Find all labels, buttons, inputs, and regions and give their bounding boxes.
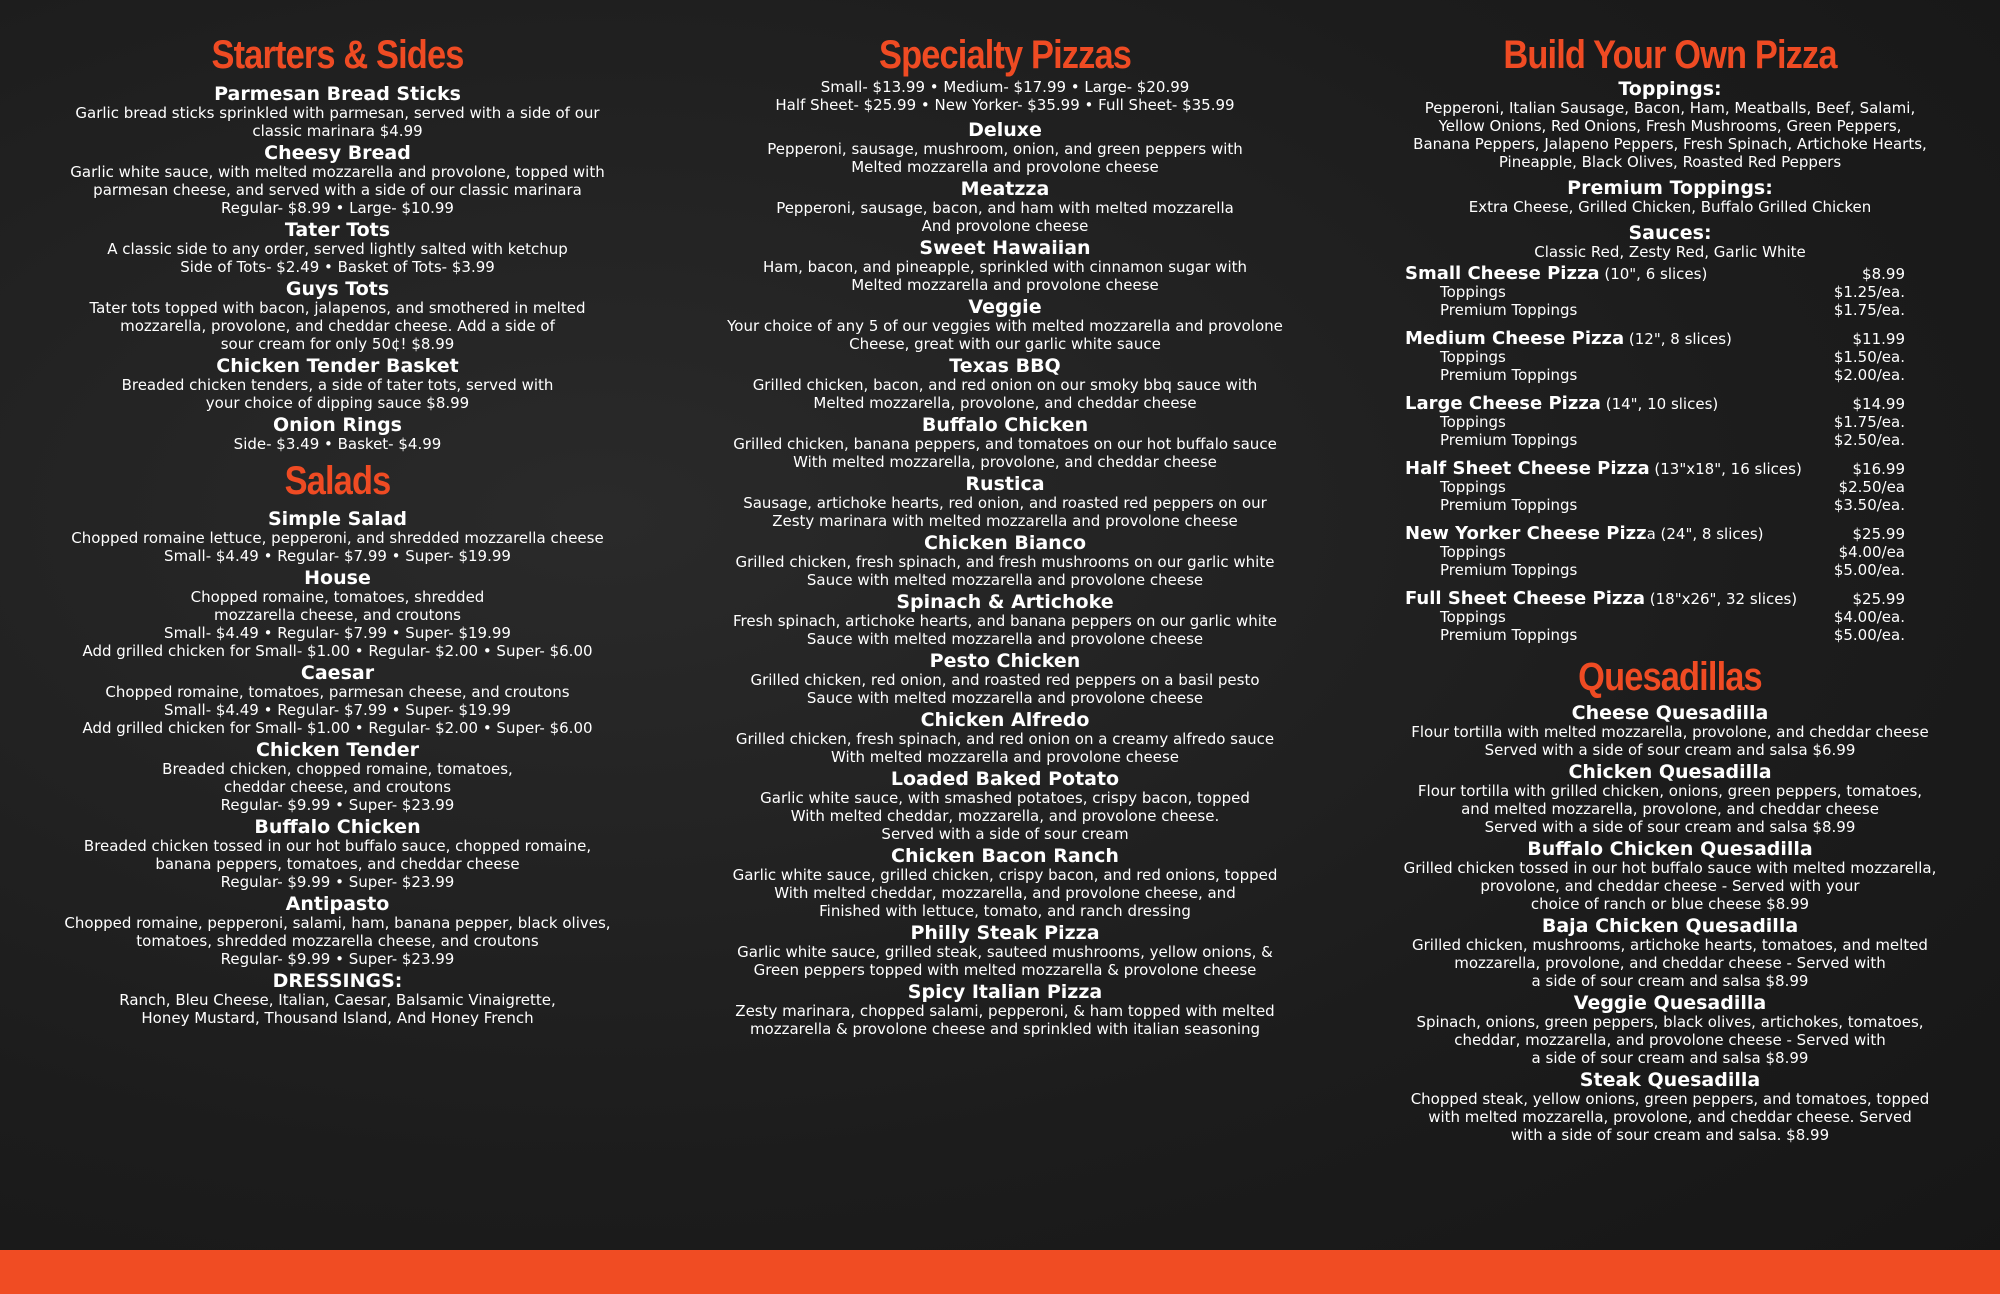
specialty-pizza-description: With melted mozzarella and provolone cheese [830, 748, 1179, 766]
cheese-pizza-block [1405, 525, 1905, 579]
sauces-label: Sauces: [1628, 222, 1712, 244]
cheese-pizza-label [1405, 590, 1797, 608]
quesadilla-item-description: Served with a side of sour cream and salsa $6.99 [1484, 741, 1856, 759]
toppings-price: $2.50/ea [1838, 478, 1905, 496]
byo-title: Build Your Own Pizza [1503, 33, 1837, 77]
cheese-pizza-block [1405, 330, 1905, 384]
toppings-label: Toppings [1440, 608, 1506, 626]
specialty-pizza-description: Zesty marinara, chopped salami, pepperoni, & ham topped with melted [735, 1002, 1275, 1020]
cheese-pizza-label [1405, 525, 1764, 543]
premium-price: $5.00/ea. [1833, 626, 1905, 644]
specialty-pizza-description: Green peppers topped with melted mozzarella & provolone cheese [753, 961, 1257, 979]
starter-item [55, 279, 620, 353]
size-price-line: Half Sheet- $25.99 • New Yorker- $35.99 • Full Sheet- $35.99 [775, 96, 1235, 114]
specialty-pizza-description: Melted mozzarella, provolone, and cheddar cheese [813, 394, 1197, 412]
specialty-pizza-name: Texas BBQ [949, 355, 1061, 377]
specialty-pizza-name: Chicken Bianco [923, 532, 1087, 554]
starter-item-description: Side- $3.49 • Basket- $4.99 [233, 435, 442, 453]
quesadilla-item [1395, 839, 1945, 913]
specialty-pizza [720, 415, 1290, 471]
quesadilla-item-description: Spinach, onions, green peppers, black olives, artichokes, tomatoes, [1416, 1013, 1924, 1031]
premium-price-row [1405, 431, 1905, 449]
quesadilla-item [1395, 1070, 1945, 1144]
specialty-pizza [720, 533, 1290, 589]
salad-item-description: Ranch, Bleu Cheese, Italian, Caesar, Balsamic Vinaigrette, [119, 991, 556, 1009]
specialty-pizza-name: Veggie [968, 296, 1042, 318]
quesadilla-item-description: choice of ranch or blue cheese $8.99 [1530, 895, 1810, 913]
starter-item-description: A classic side to any order, served lightly salted with ketchup [107, 240, 568, 258]
salad-item-description: Small- $4.49 • Regular- $7.99 • Super- $19.99 [164, 547, 511, 565]
salad-item-description: Chopped romaine, pepperoni, salami, ham, banana pepper, black olives, [64, 914, 611, 932]
quesadilla-item [1395, 703, 1945, 759]
specialty-pizza-description: Sauce with melted mozzarella and provolone cheese [806, 689, 1204, 707]
quesadilla-item-description: a side of sour cream and salsa $8.99 [1531, 1049, 1809, 1067]
quesadilla-item-name: Cheese Quesadilla [1571, 702, 1769, 724]
salad-item-description: Regular- $9.99 • Super- $23.99 [220, 873, 455, 891]
bottom-accent-bar [0, 1250, 2000, 1294]
salad-item [55, 568, 620, 660]
quesadilla-item-description: cheddar, mozzarella, and provolone cheese - Served with [1454, 1031, 1886, 1049]
premium-price-row [1405, 561, 1905, 579]
specialty-pizza [720, 179, 1290, 235]
starter-item [55, 220, 620, 276]
cheese-pizza-block [1405, 460, 1905, 514]
salad-item [55, 894, 620, 968]
cheese-pizza-row [1405, 460, 1905, 478]
starter-item [55, 84, 620, 140]
quesadilla-item-description: provolone, and cheddar cheese - Served with your [1480, 877, 1860, 895]
specialty-pizza [720, 769, 1290, 843]
starter-item-description: Breaded chicken tenders, a side of tater tots, served with [121, 376, 554, 394]
quesadilla-item-description: with a side of sour cream and salsa. $8.99 [1510, 1126, 1830, 1144]
specialty-pizza-name: Chicken Bacon Ranch [891, 845, 1119, 867]
quesadilla-item-description: Flour tortilla with grilled chicken, onions, green peppers, tomatoes, [1417, 782, 1923, 800]
specialty-list [720, 120, 1290, 1038]
specialty-pizza [720, 592, 1290, 648]
specialty-pizza-description: Grilled chicken, fresh spinach, and red onion on a creamy alfredo sauce [735, 730, 1275, 748]
specialty-pizza-description: Zesty marinara with melted mozzarella and provolone cheese [772, 512, 1238, 530]
salad-item-description: Add grilled chicken for Small- $1.00 • Regular- $2.00 • Super- $6.00 [82, 719, 593, 737]
specialty-pizza-name: Pesto Chicken [929, 650, 1081, 672]
toppings-price-row [1405, 608, 1905, 626]
quesadilla-item-description: a side of sour cream and salsa $8.99 [1531, 972, 1809, 990]
premium-price-row [1405, 626, 1905, 644]
salad-item-description: Small- $4.49 • Regular- $7.99 • Super- $19.99 [164, 701, 511, 719]
premium-label: Premium Toppings [1440, 496, 1578, 514]
specialty-pizza-description: Cheese, great with our garlic white sauce [849, 335, 1161, 353]
salad-item-description: Regular- $9.99 • Super- $23.99 [220, 950, 455, 968]
quesadilla-item-description: Flour tortilla with melted mozzarella, provolone, and cheddar cheese [1411, 723, 1929, 741]
premium-line: Extra Cheese, Grilled Chicken, Buffalo Grilled Chicken [1468, 198, 1872, 216]
specialty-pizza-name: Spinach & Artichoke [896, 591, 1114, 613]
specialty-pizza-description: Garlic white sauce, with smashed potatoes, crispy bacon, topped [760, 789, 1250, 807]
cheese-pizza-label [1405, 460, 1802, 478]
toppings-line: Pepperoni, Italian Sausage, Bacon, Ham, Meatballs, Beef, Salami, [1424, 99, 1916, 117]
salad-item-description: Add grilled chicken for Small- $1.00 • Regular- $2.00 • Super- $6.00 [82, 642, 593, 660]
premium-price: $5.00/ea. [1833, 561, 1905, 579]
toppings-label: Toppings [1440, 283, 1506, 301]
salads-list [55, 509, 620, 1027]
cheese-pizza-label [1405, 330, 1732, 348]
specialty-pizza [720, 846, 1290, 920]
specialty-pizza-description: Pepperoni, sausage, mushroom, onion, and green peppers with [767, 140, 1243, 158]
specialty-pizza-description: With melted cheddar, mozzarella, and provolone cheese. [790, 807, 1220, 825]
specialty-pizza-description: And provolone cheese [921, 217, 1089, 235]
quesadilla-item-name: Chicken Quesadilla [1568, 761, 1772, 783]
starter-item-name: Tater Tots [284, 219, 391, 241]
starter-item [55, 356, 620, 412]
cheese-pizza-price: $25.99 [1852, 525, 1905, 543]
starter-item-description: Tater tots topped with bacon, jalapenos, and smothered in melted [89, 299, 586, 317]
cheese-pizza-row [1405, 330, 1905, 348]
salad-item-description: Breaded chicken tossed in our hot buffalo sauce, chopped romaine, [83, 837, 592, 855]
specialty-pizza-name: Buffalo Chicken [921, 414, 1089, 436]
specialty-pizza-name: Spicy Italian Pizza [907, 981, 1103, 1003]
cheese-pizza-name: Half Sheet Cheese Pizza [1405, 458, 1650, 479]
specialty-pizza-description: Your choice of any 5 of our veggies with melted mozzarella and provolone [727, 317, 1283, 335]
specialty-pizza-description: Grilled chicken, red onion, and roasted red peppers on a basil pesto [750, 671, 1260, 689]
premium-price: $2.00/ea. [1833, 366, 1905, 384]
specialty-pizza-name: Sweet Hawaiian [919, 237, 1091, 259]
cheese-pizza-block [1405, 590, 1905, 644]
starter-item-description: Side of Tots- $2.49 • Basket of Tots- $3.99 [180, 258, 495, 276]
premium-label: Premium Toppings [1440, 366, 1578, 384]
toppings-price-row [1405, 348, 1905, 366]
quesadilla-item-name: Veggie Quesadilla [1573, 992, 1767, 1014]
cheese-pizza-prices [1395, 265, 1945, 644]
starter-item-description: Regular- $8.99 • Large- $10.99 [221, 199, 454, 217]
cheese-pizza-label [1405, 395, 1718, 413]
starter-item [55, 415, 620, 453]
cheese-pizza-name: Full Sheet Cheese Pizza [1405, 588, 1645, 609]
quesadilla-item [1395, 916, 1945, 990]
salad-item-name: Caesar [300, 662, 375, 684]
toppings-price: $1.25/ea. [1833, 283, 1905, 301]
cheese-pizza-price: $16.99 [1852, 460, 1905, 478]
cheese-pizza-row [1405, 265, 1905, 283]
quesadilla-item-description: Served with a side of sour cream and salsa $8.99 [1484, 818, 1856, 836]
cheese-pizza-name: Small Cheese Pizza [1405, 263, 1600, 284]
premium-price: $1.75/ea. [1833, 301, 1905, 319]
salad-item-description: Honey Mustard, Thousand Island, And Honey French [141, 1009, 534, 1027]
specialty-pizza-description: With melted cheddar, mozzarella, and provolone cheese, and [774, 884, 1236, 902]
salad-item-name: House [304, 567, 371, 589]
premium-label: Premium Toppings [1440, 301, 1578, 319]
specialty-sizes [720, 78, 1290, 114]
specialty-pizza [720, 238, 1290, 294]
salads-title: Salads [284, 459, 391, 503]
quesadilla-item-description: mozzarella, provolone, and cheddar cheese - Served with [1454, 954, 1886, 972]
premium-price-row [1405, 496, 1905, 514]
specialty-pizza [720, 982, 1290, 1038]
specialty-pizza-description: Ham, bacon, and pineapple, sprinkled with cinnamon sugar with [763, 258, 1247, 276]
specialty-pizza-description: Grilled chicken, banana peppers, and tomatoes on our hot buffalo sauce [733, 435, 1277, 453]
salad-item-description: Chopped romaine, tomatoes, shredded [190, 588, 485, 606]
premium-label: Premium Toppings [1440, 626, 1578, 644]
starter-item-description: your choice of dipping sauce $8.99 [205, 394, 470, 412]
specialty-pizza-description: Garlic white sauce, grilled chicken, crispy bacon, and red onions, topped [732, 866, 1278, 884]
salad-item-name: Chicken Tender [255, 739, 420, 761]
size-price-line: Small- $13.99 • Medium- $17.99 • Large- $20.99 [820, 78, 1190, 96]
toppings-price-row [1405, 413, 1905, 431]
specialty-pizza-description: Garlic white sauce, grilled steak, sauteed mushrooms, yellow onions, & [737, 943, 1273, 961]
quesadilla-item-name: Baja Chicken Quesadilla [1541, 915, 1799, 937]
premium-price: $2.50/ea. [1833, 431, 1905, 449]
toppings-price: $1.75/ea. [1833, 413, 1905, 431]
salad-item-description: Breaded chicken, chopped romaine, tomatoes, [162, 760, 513, 778]
toppings-line: Banana Peppers, Jalapeno Peppers, Fresh Spinach, Artichoke Hearts, [1413, 135, 1927, 153]
cheese-pizza-price: $14.99 [1852, 395, 1905, 413]
specialty-pizza [720, 474, 1290, 530]
quesadilla-item-name: Buffalo Chicken Quesadilla [1527, 838, 1813, 860]
cheese-pizza-block [1405, 395, 1905, 449]
starter-item-name: Parmesan Bread Sticks [214, 83, 461, 105]
quesadilla-item-description: and melted mozzarella, provolone, and cheddar cheese [1461, 800, 1879, 818]
specialty-pizza-description: Sausage, artichoke hearts, red onion, and roasted red peppers on our [743, 494, 1267, 512]
toppings-price: $4.00/ea. [1833, 608, 1905, 626]
toppings-label: Toppings [1440, 348, 1506, 366]
cheese-pizza-row [1405, 590, 1905, 608]
specialty-pizza-name: Rustica [965, 473, 1045, 495]
toppings-line: Yellow Onions, Red Onions, Fresh Mushrooms, Green Peppers, [1438, 117, 1902, 135]
specialty-pizza-description: mozzarella & provolone cheese and sprinkled with italian seasoning [749, 1020, 1261, 1038]
cheese-pizza-name: Large Cheese Pizza [1405, 393, 1601, 414]
premium-price-row [1405, 301, 1905, 319]
specialty-pizza [720, 923, 1290, 979]
premium-label: Premium Toppings [1440, 431, 1578, 449]
sauces-list [1395, 243, 1945, 261]
starters-title: Starters & Sides [211, 33, 464, 77]
quesadilla-item [1395, 993, 1945, 1067]
salad-item-name: Buffalo Chicken [254, 816, 421, 838]
starter-item-description: mozzarella, provolone, and cheddar cheese. Add a side of [120, 317, 555, 335]
specialty-pizza-description: Grilled chicken, bacon, and red onion on our smoky bbq sauce with [752, 376, 1258, 394]
starter-item-name: Guys Tots [285, 278, 390, 300]
specialty-pizza-description: With melted mozzarella, provolone, and cheddar cheese [793, 453, 1217, 471]
premium-price: $3.50/ea. [1833, 496, 1905, 514]
specialty-pizza [720, 710, 1290, 766]
cheese-pizza-size: (18"x26", 32 slices) [1644, 590, 1798, 608]
toppings-price: $4.00/ea [1838, 543, 1905, 561]
column-middle [720, 0, 1290, 1041]
starter-item-description: Garlic bread sticks sprinkled with parmesan, served with a side of our [75, 104, 600, 122]
starter-item-name: Cheesy Bread [264, 142, 411, 164]
starter-item-name: Onion Rings [273, 414, 402, 436]
premium-label: Premium Toppings [1440, 561, 1578, 579]
specialty-pizza-name: Deluxe [968, 119, 1042, 141]
toppings-line: Pineapple, Black Olives, Roasted Red Peppers [1498, 153, 1842, 171]
specialty-pizza-description: Sauce with melted mozzarella and provolone cheese [806, 571, 1204, 589]
quesadilla-item-description: Chopped steak, yellow onions, green peppers, and tomatoes, topped [1410, 1090, 1930, 1108]
salad-item-description: Small- $4.49 • Regular- $7.99 • Super- $19.99 [164, 624, 511, 642]
quesadilla-item-description: with melted mozzarella, provolone, and cheddar cheese. Served [1428, 1108, 1912, 1126]
cheese-pizza-name: New Yorker Cheese Pizz [1405, 523, 1647, 544]
cheese-pizza-price: $11.99 [1852, 330, 1905, 348]
cheese-pizza-price: $25.99 [1852, 590, 1905, 608]
cheese-pizza-row [1405, 395, 1905, 413]
cheese-pizza-size: (10", 6 slices) [1599, 265, 1708, 283]
salad-item-name: Antipasto [285, 893, 390, 915]
sauces-line: Classic Red, Zesty Red, Garlic White [1534, 243, 1806, 261]
specialty-pizza [720, 120, 1290, 176]
column-left [55, 0, 620, 1030]
specialty-pizza-name: Philly Steak Pizza [910, 922, 1100, 944]
toppings-price-row [1405, 543, 1905, 561]
premium-price-row [1405, 366, 1905, 384]
salad-item-description: Chopped romaine lettuce, pepperoni, and shredded mozzarella cheese [71, 529, 604, 547]
salad-item [55, 663, 620, 737]
toppings-label: Toppings [1440, 413, 1506, 431]
cheese-pizza-size: a (24", 8 slices) [1646, 525, 1764, 543]
specialty-pizza-description: Grilled chicken, fresh spinach, and fresh mushrooms on our garlic white [735, 553, 1275, 571]
specialty-pizza-description: Served with a side of sour cream [881, 825, 1129, 843]
salad-item-description: Regular- $9.99 • Super- $23.99 [220, 796, 455, 814]
quesadillas-list [1395, 703, 1945, 1144]
salad-item-description: banana peppers, tomatoes, and cheddar cheese [155, 855, 520, 873]
specialty-pizza-description: Melted mozzarella and provolone cheese [851, 158, 1159, 176]
specialty-pizza-description: Pepperoni, sausage, bacon, and ham with melted mozzarella [776, 199, 1234, 217]
specialty-title: Specialty Pizzas [878, 33, 1132, 77]
salad-item-description: mozzarella cheese, and croutons [213, 606, 462, 624]
column-right [1395, 0, 1945, 1147]
starter-item-description: classic marinara $4.99 [252, 122, 423, 140]
specialty-pizza-name: Meatzza [960, 178, 1050, 200]
toppings-price-row [1405, 478, 1905, 496]
cheese-pizza-size: (14", 10 slices) [1600, 395, 1719, 413]
specialty-pizza-description: Finished with lettuce, tomato, and ranch dressing [819, 902, 1191, 920]
quesadilla-item [1395, 762, 1945, 836]
toppings-price-row [1405, 283, 1905, 301]
salad-item-description: Chopped romaine, tomatoes, parmesan cheese, and croutons [105, 683, 570, 701]
toppings-label: Toppings: [1618, 78, 1722, 100]
toppings-label: Toppings [1440, 478, 1506, 496]
specialty-pizza-description: Melted mozzarella and provolone cheese [851, 276, 1159, 294]
salad-item-name: Simple Salad [267, 508, 408, 530]
salad-item-description: cheddar cheese, and croutons [223, 778, 452, 796]
premium-toppings-label: Premium Toppings: [1567, 177, 1773, 199]
quesadilla-item-description: Grilled chicken tossed in our hot buffalo sauce with melted mozzarella, [1403, 859, 1937, 877]
salad-item [55, 817, 620, 891]
specialty-pizza [720, 297, 1290, 353]
toppings-list [1395, 99, 1945, 171]
specialty-pizza-description: Fresh spinach, artichoke hearts, and banana peppers on our garlic white [733, 612, 1277, 630]
specialty-pizza-description: Sauce with melted mozzarella and provolone cheese [806, 630, 1204, 648]
toppings-label: Toppings [1440, 543, 1506, 561]
salad-item [55, 740, 620, 814]
specialty-pizza [720, 356, 1290, 412]
cheese-pizza-label [1405, 265, 1707, 283]
salad-item-description: tomatoes, shredded mozzarella cheese, and croutons [136, 932, 539, 950]
toppings-price: $1.50/ea. [1833, 348, 1905, 366]
quesadilla-item-name: Steak Quesadilla [1579, 1069, 1761, 1091]
cheese-pizza-row [1405, 525, 1905, 543]
starter-item-description: sour cream for only 50¢! $8.99 [220, 335, 455, 353]
specialty-pizza-name: Loaded Baked Potato [890, 768, 1120, 790]
cheese-pizza-size: (12", 8 slices) [1624, 330, 1732, 348]
cheese-pizza-price: $8.99 [1862, 265, 1905, 283]
specialty-pizza [720, 651, 1290, 707]
salad-item [55, 971, 620, 1027]
starter-item-description: Garlic white sauce, with melted mozzarella and provolone, topped with [70, 163, 605, 181]
cheese-pizza-block [1405, 265, 1905, 319]
salad-item-name: DRESSINGS: [272, 970, 403, 992]
cheese-pizza-size: (13"x18", 16 slices) [1649, 460, 1802, 478]
specialty-pizza-name: Chicken Alfredo [920, 709, 1090, 731]
premium-toppings-list [1395, 198, 1945, 216]
starters-list [55, 84, 620, 453]
starter-item-description: parmesan cheese, and served with a side of our classic marinara [93, 181, 582, 199]
quesadillas-title: Quesadillas [1578, 655, 1762, 699]
cheese-pizza-name: Medium Cheese Pizza [1405, 328, 1625, 349]
quesadilla-item-description: Grilled chicken, mushrooms, artichoke hearts, tomatoes, and melted [1412, 936, 1928, 954]
starter-item-name: Chicken Tender Basket [216, 355, 459, 377]
salad-item [55, 509, 620, 565]
starter-item [55, 143, 620, 217]
